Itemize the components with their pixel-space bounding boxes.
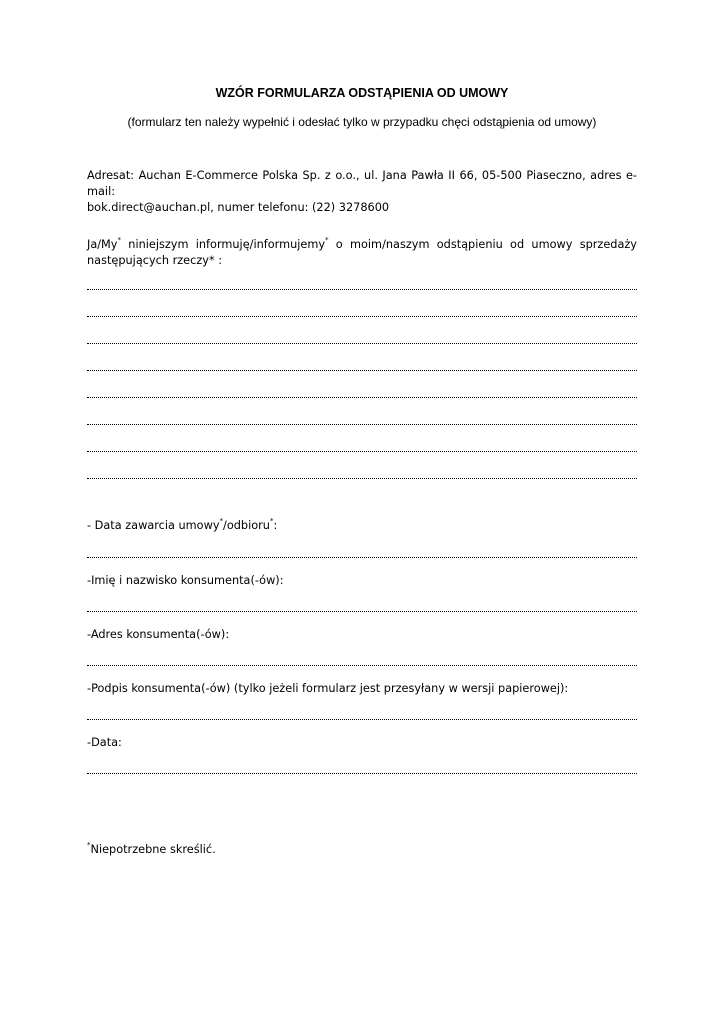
declaration-block xyxy=(87,237,637,269)
contract-date-text-3: : xyxy=(273,519,278,532)
document-title: WZÓR FORMULARZA ODSTĄPIENIA OD UMOWY xyxy=(215,86,509,100)
addressee-line-1: Adresat: Auchan E-Commerce Polska Sp. z o.o., ul. Jana Pawła II 66, 05-500 Piaseczno, adres e-mail: xyxy=(87,169,637,198)
consumer-signature-label: -Podpis konsumenta(-ów) (tylko jeżeli formularz jest przesyłany w wersji papierowej): xyxy=(87,682,569,695)
contract-date-label xyxy=(87,518,277,534)
addressee-line-2: bok.direct@auchan.pl, numer telefonu: (22) 3278600 xyxy=(87,201,390,214)
items-dotted-line[interactable] xyxy=(87,358,637,371)
items-dotted-line[interactable] xyxy=(87,412,637,425)
declaration-part-1: Ja/My xyxy=(87,238,118,251)
footnote-marker: * xyxy=(219,517,224,526)
items-dotted-line[interactable] xyxy=(87,277,637,290)
footnote-marker: * xyxy=(117,236,121,245)
items-dotted-line[interactable] xyxy=(87,466,637,479)
contract-date-text-1: - Data zawarcia umowy xyxy=(87,519,220,532)
items-dotted-line[interactable] xyxy=(87,304,637,317)
items-dotted-line[interactable] xyxy=(87,439,637,452)
declaration-line-1 xyxy=(87,237,637,253)
consumer-name-line[interactable] xyxy=(87,599,637,612)
contract-date-line[interactable] xyxy=(87,545,637,558)
declaration-line-2: następujących rzeczy* : xyxy=(87,254,222,267)
consumer-address-label: -Adres konsumenta(-ów): xyxy=(87,628,230,641)
contract-date-text-2: /odbioru xyxy=(223,519,270,532)
items-dotted-line[interactable] xyxy=(87,331,637,344)
declaration-part-3: o moim/naszym odstąpieniu od umowy sprzedaży xyxy=(328,238,637,251)
footnote xyxy=(87,842,216,858)
footnote-marker: * xyxy=(325,236,329,245)
consumer-address-line[interactable] xyxy=(87,653,637,666)
document-subtitle: (formularz ten należy wypełnić i odesłać tylko w przypadku chęci odstąpienia od umowy) xyxy=(127,115,597,129)
consumer-name-label: -Imię i nazwisko konsumenta(-ów): xyxy=(87,574,284,587)
addressee-block xyxy=(87,168,637,216)
declaration-part-2: niniejszym informuję/informujemy xyxy=(121,238,326,251)
footnote-marker: * xyxy=(87,841,91,850)
consumer-signature-line[interactable] xyxy=(87,707,637,720)
date-label: -Data: xyxy=(87,736,122,749)
footnote-text: Niepotrzebne skreślić. xyxy=(90,843,216,856)
footnote-marker: * xyxy=(269,517,274,526)
items-dotted-line[interactable] xyxy=(87,385,637,398)
date-line[interactable] xyxy=(87,761,637,774)
